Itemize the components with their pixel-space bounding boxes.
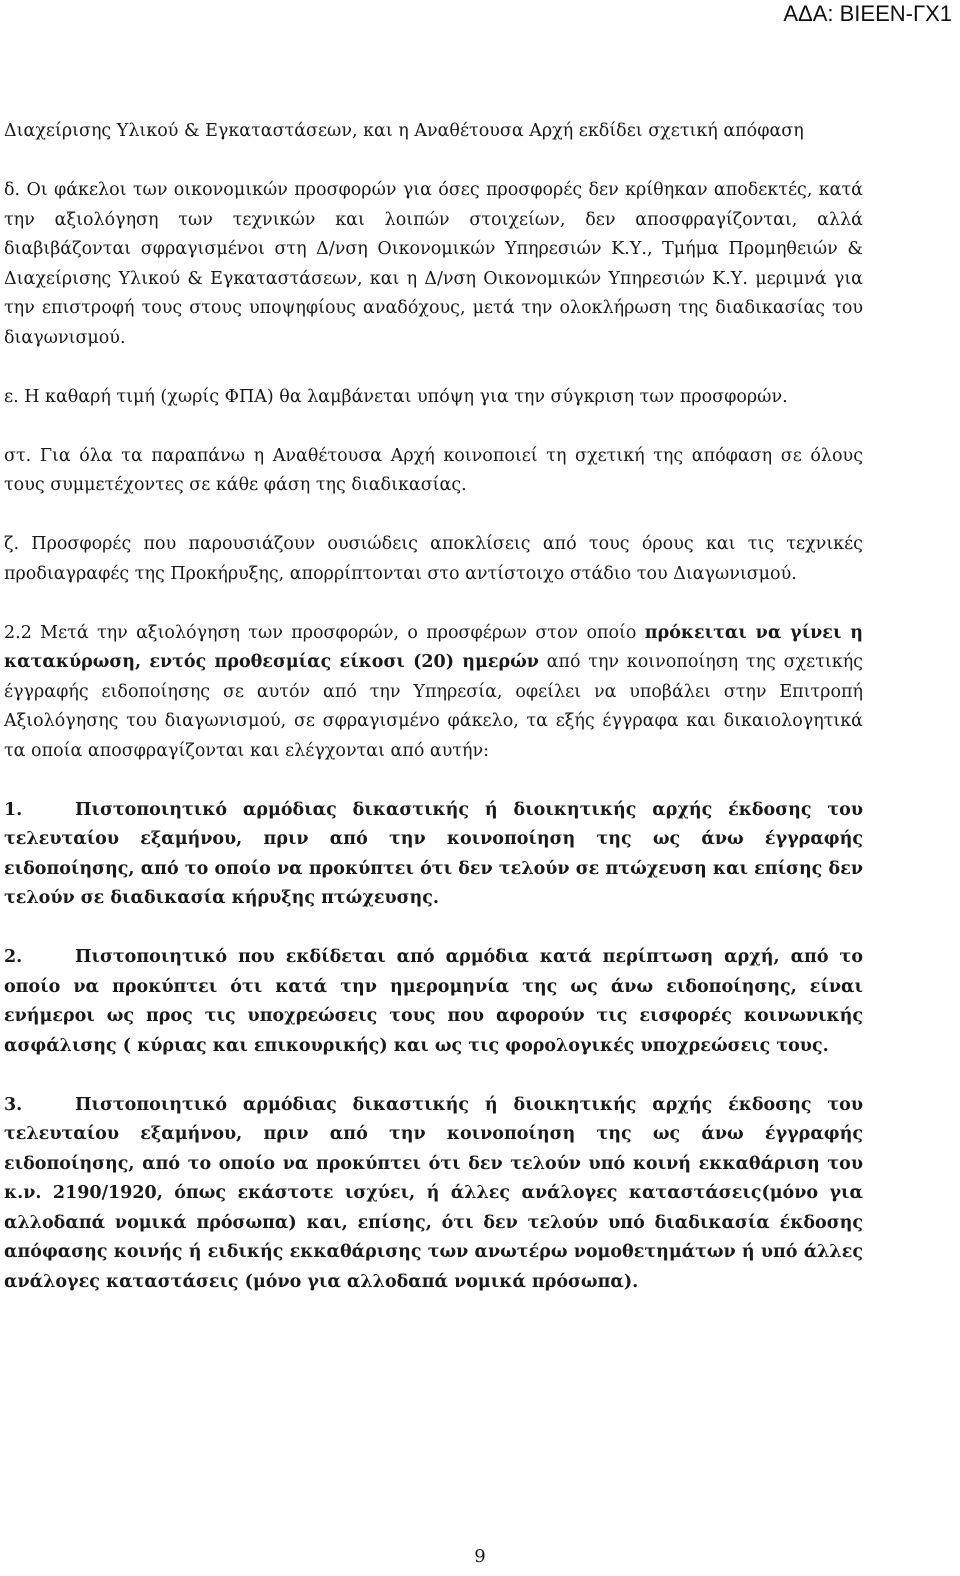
paragraph-st-text: Για όλα τα παραπάνω η Αναθέτουσα Αρχή κοινοποιεί τη σχετική της απόφαση σε όλους τους συμμετέχοντες σε κάθε φάση της διαδικασίας. <box>4 445 863 495</box>
paragraph-st <box>4 442 863 501</box>
list-item-text: Πιστοποιητικό αρμόδιας δικαστικής ή διοικητικής αρχής έκδοσης του τελευταίου εξαμήνου, πριν από την κοινοποίηση της ως άνω έγγραφής ειδοποίησης, από το οποίο να προκύπτει ότι δεν τελούν σε πτώχευση και επίσης δεν τελούν σε διαδικασία κήρυξης πτώχευσης. <box>4 799 863 908</box>
paragraph-e-label: ε. <box>4 386 19 407</box>
paragraph-e <box>4 383 863 413</box>
paragraph-z <box>4 530 863 589</box>
paragraph-d-label: δ. <box>4 180 21 200</box>
section-2-2-text-b: από την κοινοποίηση της σχετικής έγγραφής ειδοποίησης σε αυτόν από την Υπηρεσία, οφείλει να υποβάλει στην Επιτροπή Αξιολόγησης του διαγωνισμού, σε σφραγισμένο φάκελο, τα εξής έγγραφα και δικαιολογητικά τα οποία αποσφραγίζονται και ελέγχονται από αυτήν: <box>4 652 863 761</box>
list-item <box>4 1091 863 1298</box>
paragraph-z-label: ζ. <box>4 534 20 554</box>
list-item <box>4 943 863 1061</box>
list-item-number: 3. <box>4 1094 23 1115</box>
list-item <box>4 796 863 914</box>
list-item-text: Πιστοποιητικό αρμόδιας δικαστικής ή διοικητικής αρχής έκδοσης του τελευταίου εξαμήνου, πριν από την κοινοποίηση της ως άνω έγγραφής ειδοποίησης, από το οποίο να προκύπτει ότι δεν τελούν υπό κοινή εκκαθάριση του κ.ν. 2190/1920, όπως εκάστοτε ισχύει, ή άλλες ανάλογες καταστάσεις(μόνο για αλλοδαπά νομικά πρόσωπα) και, επίσης, ότι δεν τελούν υπό διαδικασία έκδοσης απόφασης κοινής ή ειδικής εκκαθάρισης των ανωτέρω νομοθετημάτων ή υπό άλλες ανάλογες καταστάσεις (μόνο για αλλοδαπά νομικά πρόσωπα). <box>4 1094 863 1292</box>
list-item-number: 2. <box>4 947 23 967</box>
ada-code: ΑΔΑ: ΒΙΕΕΝ-ΓΧ1 <box>783 1 952 26</box>
paragraph-d-text: Οι φάκελοι των οικονομικών προσφορών για όσες προσφορές δεν κρίθηκαν αποδεκτές, κατά την αξιολόγηση των τεχνικών και λοιπών στοιχείων, δεν αποσφραγίζονται, αλλά διαβιβάζονται σφραγισμένοι στη Δ/νση Οικονομικών Υπηρεσιών Κ.Υ., Τμήμα Προμηθειών & Διαχείρισης Υλικού & Εγκαταστάσεων, και η Δ/νση Οικονομικών Υπηρεσιών Κ.Υ. μεριμνά για την επιστροφή τους στους υποψηφίους αναδόχους, μετά την ολοκλήρωση της διαδικασίας του διαγωνισμού. <box>4 180 863 348</box>
section-2-2-bold-deadline: πρόκειται να γίνει η κατακύρωση, εντός προθεσμίας είκοσι (20) ημερών <box>4 622 863 672</box>
paragraph-st-label: στ. <box>4 445 32 466</box>
list-item-number: 1. <box>4 799 23 820</box>
section-2-2 <box>4 619 863 767</box>
page-number: 9 <box>474 1546 486 1567</box>
section-2-2-number: 2.2 <box>4 622 32 643</box>
paragraph-z-text: Προσφορές που παρουσιάζουν ουσιώδεις αποκλίσεις από τους όρους και τις τεχνικές προδιαγραφές της Προκήρυξης, απορρίπτονται στο αντίστοιχο στάδιο του Διαγωνισμού. <box>4 534 863 584</box>
paragraph-d <box>4 176 863 353</box>
document-body <box>4 117 863 1297</box>
paragraph-continuation: Διαχείρισης Υλικού & Εγκαταστάσεων, και η Αναθέτουσα Αρχή εκδίδει σχετική απόφαση <box>4 121 804 141</box>
list-item-text: Πιστοποιητικό που εκδίδεται από αρμόδια κατά περίπτωση αρχή, από το οποίο να προκύπτει ότι κατά την ημερομηνία της ως άνω ειδοποίησης, είναι ενήμεροι ως προς τις υποχρεώσεις τους που αφορούν τις εισφορές κοινωνικής ασφάλισης ( κύριας και επικουρικής) και ως τις φορολογικές υποχρεώσεις τους. <box>4 947 863 1056</box>
section-2-2-text-a: Μετά την αξιολόγηση των προσφορών, ο προσφέρων στον οποίο <box>31 622 645 643</box>
paragraph-e-text: Η καθαρή τιμή (χωρίς ΦΠΑ) θα λαμβάνεται υπόψη για την σύγκριση των προσφορών. <box>18 386 788 407</box>
